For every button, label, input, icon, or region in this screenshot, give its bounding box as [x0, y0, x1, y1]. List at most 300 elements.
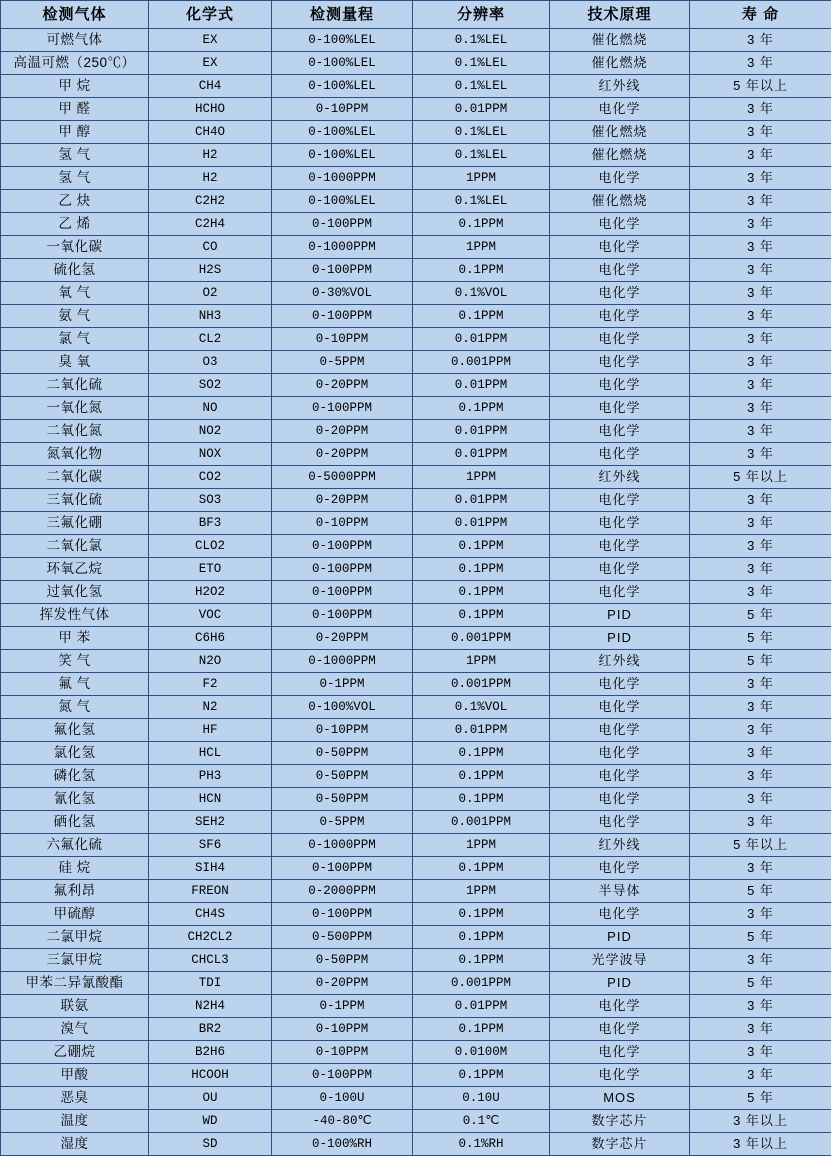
cell-chemical-formula: FREON — [149, 880, 272, 903]
cell-resolution: 0.1PPM — [413, 558, 550, 581]
cell-tech-principle: 电化学 — [550, 788, 690, 811]
cell-tech-principle: 电化学 — [550, 512, 690, 535]
cell-tech-principle: 电化学 — [550, 903, 690, 926]
table-row — [1, 719, 831, 742]
cell-gas-name: 氢 气 — [1, 167, 149, 190]
cell-chemical-formula: SF6 — [149, 834, 272, 857]
cell-tech-principle: 数字芯片 — [550, 1133, 690, 1156]
table-row — [1, 52, 831, 75]
cell-lifetime: 3 年 — [690, 719, 831, 742]
cell-lifetime: 3 年 — [690, 98, 831, 121]
table-row — [1, 673, 831, 696]
cell-lifetime: 5 年 — [690, 1087, 831, 1110]
table-row — [1, 581, 831, 604]
cell-resolution: 0.1%LEL — [413, 29, 550, 52]
cell-detection-range: 0-500PPM — [272, 926, 413, 949]
table-body — [1, 29, 831, 1156]
cell-gas-name: 温度 — [1, 1110, 149, 1133]
cell-resolution: 0.01PPM — [413, 512, 550, 535]
table-row — [1, 75, 831, 98]
cell-gas-name: 甲 醛 — [1, 98, 149, 121]
cell-tech-principle: 红外线 — [550, 834, 690, 857]
cell-detection-range: 0-1PPM — [272, 673, 413, 696]
cell-chemical-formula: PH3 — [149, 765, 272, 788]
cell-tech-principle: 电化学 — [550, 742, 690, 765]
cell-lifetime: 3 年 — [690, 374, 831, 397]
cell-gas-name: 一氧化碳 — [1, 236, 149, 259]
cell-lifetime: 3 年 — [690, 489, 831, 512]
cell-lifetime: 3 年 — [690, 857, 831, 880]
table-row — [1, 512, 831, 535]
table-row — [1, 834, 831, 857]
cell-lifetime: 3 年 — [690, 397, 831, 420]
cell-lifetime: 3 年 — [690, 328, 831, 351]
cell-gas-name: 氟利昂 — [1, 880, 149, 903]
table-row — [1, 1064, 831, 1087]
cell-resolution: 0.1PPM — [413, 604, 550, 627]
cell-lifetime: 3 年 — [690, 512, 831, 535]
cell-chemical-formula: N2O — [149, 650, 272, 673]
cell-gas-name: 甲 烷 — [1, 75, 149, 98]
cell-detection-range: 0-20PPM — [272, 972, 413, 995]
cell-lifetime: 3 年 — [690, 765, 831, 788]
cell-detection-range: 0-1000PPM — [272, 650, 413, 673]
cell-lifetime: 3 年 — [690, 558, 831, 581]
cell-gas-name: 二氧化氯 — [1, 535, 149, 558]
cell-detection-range: 0-20PPM — [272, 420, 413, 443]
cell-gas-name: 乙 炔 — [1, 190, 149, 213]
cell-gas-name: 硒化氢 — [1, 811, 149, 834]
cell-chemical-formula: HCHO — [149, 98, 272, 121]
table-row — [1, 903, 831, 926]
cell-tech-principle: 电化学 — [550, 167, 690, 190]
cell-chemical-formula: SIH4 — [149, 857, 272, 880]
cell-tech-principle: 电化学 — [550, 259, 690, 282]
cell-gas-name: 磷化氢 — [1, 765, 149, 788]
table-header-row — [1, 1, 831, 29]
cell-chemical-formula: WD — [149, 1110, 272, 1133]
cell-chemical-formula: CHCL3 — [149, 949, 272, 972]
cell-detection-range: 0-1PPM — [272, 995, 413, 1018]
cell-gas-name: 可燃气体 — [1, 29, 149, 52]
cell-lifetime: 3 年 — [690, 305, 831, 328]
cell-gas-name: 过氧化氢 — [1, 581, 149, 604]
cell-chemical-formula: TDI — [149, 972, 272, 995]
cell-detection-range: 0-100%LEL — [272, 190, 413, 213]
cell-resolution: 0.1%RH — [413, 1133, 550, 1156]
cell-gas-name: 环氧乙烷 — [1, 558, 149, 581]
cell-tech-principle: 红外线 — [550, 75, 690, 98]
table-row — [1, 121, 831, 144]
cell-resolution: 0.01PPM — [413, 374, 550, 397]
column-header-principle: 技术原理 — [550, 1, 690, 29]
cell-chemical-formula: NOX — [149, 443, 272, 466]
cell-gas-name: 氧 气 — [1, 282, 149, 305]
cell-tech-principle: 电化学 — [550, 811, 690, 834]
cell-gas-name: 挥发性气体 — [1, 604, 149, 627]
cell-chemical-formula: BF3 — [149, 512, 272, 535]
cell-tech-principle: 催化燃烧 — [550, 144, 690, 167]
cell-lifetime: 3 年 — [690, 121, 831, 144]
cell-lifetime: 3 年 — [690, 788, 831, 811]
cell-chemical-formula: B2H6 — [149, 1041, 272, 1064]
table-row — [1, 926, 831, 949]
cell-gas-name: 氟化氢 — [1, 719, 149, 742]
cell-lifetime: 3 年 — [690, 995, 831, 1018]
table-row — [1, 1018, 831, 1041]
cell-tech-principle: PID — [550, 604, 690, 627]
cell-gas-name: 笑 气 — [1, 650, 149, 673]
table-row — [1, 650, 831, 673]
cell-tech-principle: PID — [550, 926, 690, 949]
cell-resolution: 0.01PPM — [413, 328, 550, 351]
cell-chemical-formula: N2 — [149, 696, 272, 719]
cell-lifetime: 3 年 — [690, 1064, 831, 1087]
table-row — [1, 627, 831, 650]
cell-tech-principle: 催化燃烧 — [550, 29, 690, 52]
table-row — [1, 328, 831, 351]
table-row — [1, 1087, 831, 1110]
cell-detection-range: 0-100%LEL — [272, 144, 413, 167]
cell-tech-principle: 电化学 — [550, 719, 690, 742]
cell-tech-principle: PID — [550, 972, 690, 995]
cell-resolution: 0.01PPM — [413, 719, 550, 742]
cell-resolution: 0.10U — [413, 1087, 550, 1110]
cell-tech-principle: 催化燃烧 — [550, 121, 690, 144]
cell-resolution: 0.01PPM — [413, 995, 550, 1018]
cell-chemical-formula: H2 — [149, 144, 272, 167]
cell-gas-name: 三氯甲烷 — [1, 949, 149, 972]
cell-chemical-formula: O2 — [149, 282, 272, 305]
table-row — [1, 29, 831, 52]
table-row — [1, 397, 831, 420]
cell-resolution: 0.1PPM — [413, 305, 550, 328]
cell-chemical-formula: CL2 — [149, 328, 272, 351]
cell-lifetime: 3 年 — [690, 742, 831, 765]
cell-chemical-formula: CH4 — [149, 75, 272, 98]
table-row — [1, 972, 831, 995]
cell-tech-principle: 电化学 — [550, 558, 690, 581]
table-row — [1, 282, 831, 305]
cell-detection-range: 0-5PPM — [272, 811, 413, 834]
cell-gas-name: 二氯甲烷 — [1, 926, 149, 949]
cell-lifetime: 5 年 — [690, 972, 831, 995]
cell-gas-name: 高温可燃（250℃） — [1, 52, 149, 75]
cell-tech-principle: 电化学 — [550, 581, 690, 604]
cell-tech-principle: 数字芯片 — [550, 1110, 690, 1133]
table-row — [1, 1041, 831, 1064]
cell-tech-principle: 电化学 — [550, 535, 690, 558]
cell-resolution: 0.1%LEL — [413, 52, 550, 75]
cell-detection-range: 0-100PPM — [272, 903, 413, 926]
table-row — [1, 374, 831, 397]
cell-detection-range: 0-100%LEL — [272, 52, 413, 75]
cell-lifetime: 3 年 — [690, 29, 831, 52]
table-row — [1, 857, 831, 880]
cell-resolution: 0.0100M — [413, 1041, 550, 1064]
cell-gas-name: 乙硼烷 — [1, 1041, 149, 1064]
cell-lifetime: 3 年 — [690, 259, 831, 282]
cell-lifetime: 3 年 — [690, 236, 831, 259]
cell-tech-principle: 电化学 — [550, 282, 690, 305]
cell-lifetime: 5 年 — [690, 926, 831, 949]
cell-lifetime: 3 年 — [690, 420, 831, 443]
cell-gas-name: 三氧化硫 — [1, 489, 149, 512]
cell-tech-principle: 电化学 — [550, 995, 690, 1018]
cell-resolution: 0.01PPM — [413, 98, 550, 121]
cell-tech-principle: MOS — [550, 1087, 690, 1110]
cell-gas-name: 一氧化氮 — [1, 397, 149, 420]
cell-resolution: 0.1PPM — [413, 581, 550, 604]
cell-chemical-formula: H2O2 — [149, 581, 272, 604]
cell-gas-name: 溴气 — [1, 1018, 149, 1041]
table-row — [1, 765, 831, 788]
cell-detection-range: 0-30%VOL — [272, 282, 413, 305]
cell-lifetime: 5 年以上 — [690, 834, 831, 857]
cell-lifetime: 3 年 — [690, 903, 831, 926]
cell-gas-name: 甲苯二异氰酸酯 — [1, 972, 149, 995]
table-row — [1, 466, 831, 489]
cell-resolution: 0.1PPM — [413, 926, 550, 949]
cell-resolution: 1PPM — [413, 466, 550, 489]
cell-detection-range: 0-50PPM — [272, 788, 413, 811]
table-row — [1, 443, 831, 466]
cell-resolution: 0.1PPM — [413, 1064, 550, 1087]
cell-gas-name: 恶臭 — [1, 1087, 149, 1110]
cell-resolution: 0.1PPM — [413, 213, 550, 236]
cell-chemical-formula: NO — [149, 397, 272, 420]
cell-tech-principle: 电化学 — [550, 374, 690, 397]
cell-tech-principle: 电化学 — [550, 857, 690, 880]
cell-resolution: 0.1PPM — [413, 857, 550, 880]
cell-chemical-formula: CO2 — [149, 466, 272, 489]
cell-detection-range: 0-100PPM — [272, 604, 413, 627]
cell-resolution: 0.1%LEL — [413, 75, 550, 98]
cell-detection-range: 0-5PPM — [272, 351, 413, 374]
cell-tech-principle: 电化学 — [550, 98, 690, 121]
cell-lifetime: 3 年 — [690, 52, 831, 75]
cell-resolution: 0.001PPM — [413, 972, 550, 995]
table-row — [1, 880, 831, 903]
cell-resolution: 0.1%LEL — [413, 121, 550, 144]
cell-gas-name: 乙 烯 — [1, 213, 149, 236]
table-row — [1, 535, 831, 558]
cell-detection-range: 0-100PPM — [272, 259, 413, 282]
cell-tech-principle: 电化学 — [550, 489, 690, 512]
cell-resolution: 1PPM — [413, 880, 550, 903]
cell-chemical-formula: NO2 — [149, 420, 272, 443]
cell-gas-name: 氯化氢 — [1, 742, 149, 765]
table-row — [1, 558, 831, 581]
cell-tech-principle: 电化学 — [550, 328, 690, 351]
cell-lifetime: 3 年 — [690, 581, 831, 604]
cell-gas-name: 甲硫醇 — [1, 903, 149, 926]
cell-chemical-formula: EX — [149, 52, 272, 75]
cell-resolution: 0.1℃ — [413, 1110, 550, 1133]
cell-chemical-formula: CO — [149, 236, 272, 259]
table-row — [1, 696, 831, 719]
cell-detection-range: 0-100PPM — [272, 857, 413, 880]
cell-detection-range: 0-100PPM — [272, 535, 413, 558]
cell-detection-range: 0-10PPM — [272, 512, 413, 535]
table-header — [1, 1, 831, 29]
table-row — [1, 742, 831, 765]
cell-tech-principle: 电化学 — [550, 236, 690, 259]
cell-gas-name: 氟 气 — [1, 673, 149, 696]
cell-lifetime: 5 年以上 — [690, 466, 831, 489]
cell-lifetime: 3 年 — [690, 811, 831, 834]
cell-resolution: 0.1PPM — [413, 788, 550, 811]
cell-resolution: 0.1%VOL — [413, 696, 550, 719]
cell-detection-range: 0-100U — [272, 1087, 413, 1110]
cell-chemical-formula: CH4S — [149, 903, 272, 926]
cell-resolution: 1PPM — [413, 236, 550, 259]
cell-detection-range: 0-100PPM — [272, 213, 413, 236]
table-row — [1, 144, 831, 167]
cell-chemical-formula: SEH2 — [149, 811, 272, 834]
cell-gas-name: 氯 气 — [1, 328, 149, 351]
cell-lifetime: 5 年以上 — [690, 75, 831, 98]
cell-chemical-formula: H2S — [149, 259, 272, 282]
cell-gas-name: 甲酸 — [1, 1064, 149, 1087]
table-row — [1, 420, 831, 443]
table-row — [1, 489, 831, 512]
table-row — [1, 1133, 831, 1156]
table-row — [1, 259, 831, 282]
cell-gas-name: 甲 醇 — [1, 121, 149, 144]
cell-detection-range: 0-1000PPM — [272, 834, 413, 857]
cell-detection-range: 0-100PPM — [272, 1064, 413, 1087]
cell-detection-range: 0-100PPM — [272, 581, 413, 604]
cell-lifetime: 3 年 — [690, 351, 831, 374]
cell-gas-name: 联氨 — [1, 995, 149, 1018]
cell-detection-range: 0-20PPM — [272, 489, 413, 512]
cell-resolution: 0.1PPM — [413, 742, 550, 765]
cell-tech-principle: 催化燃烧 — [550, 190, 690, 213]
cell-tech-principle: 电化学 — [550, 1041, 690, 1064]
cell-detection-range: 0-5000PPM — [272, 466, 413, 489]
column-header-resolution: 分辨率 — [413, 1, 550, 29]
cell-lifetime: 3 年 — [690, 167, 831, 190]
cell-gas-name: 湿度 — [1, 1133, 149, 1156]
cell-gas-name: 臭 氧 — [1, 351, 149, 374]
cell-gas-name: 氨 气 — [1, 305, 149, 328]
cell-gas-name: 甲 苯 — [1, 627, 149, 650]
table-row — [1, 604, 831, 627]
cell-chemical-formula: N2H4 — [149, 995, 272, 1018]
table-row — [1, 213, 831, 236]
cell-detection-range: 0-100%LEL — [272, 29, 413, 52]
cell-chemical-formula: C2H2 — [149, 190, 272, 213]
cell-chemical-formula: H2 — [149, 167, 272, 190]
cell-resolution: 0.001PPM — [413, 351, 550, 374]
cell-tech-principle: 电化学 — [550, 765, 690, 788]
cell-lifetime: 3 年 — [690, 535, 831, 558]
cell-tech-principle: PID — [550, 627, 690, 650]
cell-tech-principle: 光学波导 — [550, 949, 690, 972]
cell-lifetime: 3 年 — [690, 190, 831, 213]
cell-detection-range: 0-20PPM — [272, 443, 413, 466]
cell-tech-principle: 催化燃烧 — [550, 52, 690, 75]
cell-tech-principle: 电化学 — [550, 420, 690, 443]
cell-lifetime: 3 年 — [690, 1018, 831, 1041]
cell-tech-principle: 电化学 — [550, 443, 690, 466]
cell-detection-range: 0-10PPM — [272, 1041, 413, 1064]
cell-chemical-formula: OU — [149, 1087, 272, 1110]
cell-chemical-formula: SO2 — [149, 374, 272, 397]
cell-lifetime: 3 年 — [690, 213, 831, 236]
cell-chemical-formula: HCN — [149, 788, 272, 811]
cell-gas-name: 二氧化硫 — [1, 374, 149, 397]
cell-resolution: 0.1%LEL — [413, 144, 550, 167]
cell-detection-range: 0-1000PPM — [272, 167, 413, 190]
cell-tech-principle: 电化学 — [550, 305, 690, 328]
cell-detection-range: 0-50PPM — [272, 765, 413, 788]
cell-resolution: 0.001PPM — [413, 811, 550, 834]
column-header-formula: 化学式 — [149, 1, 272, 29]
cell-resolution: 0.1%LEL — [413, 190, 550, 213]
cell-lifetime: 3 年以上 — [690, 1110, 831, 1133]
cell-tech-principle: 电化学 — [550, 213, 690, 236]
cell-resolution: 0.1PPM — [413, 1018, 550, 1041]
cell-detection-range: 0-2000PPM — [272, 880, 413, 903]
cell-gas-name: 氰化氢 — [1, 788, 149, 811]
cell-detection-range: 0-10PPM — [272, 328, 413, 351]
cell-chemical-formula: NH3 — [149, 305, 272, 328]
cell-lifetime: 3 年 — [690, 949, 831, 972]
cell-chemical-formula: HF — [149, 719, 272, 742]
cell-tech-principle: 红外线 — [550, 466, 690, 489]
table-row — [1, 811, 831, 834]
table-row — [1, 1110, 831, 1133]
cell-chemical-formula: HCL — [149, 742, 272, 765]
table-row — [1, 351, 831, 374]
cell-gas-name: 二氧化氮 — [1, 420, 149, 443]
table-row — [1, 949, 831, 972]
cell-lifetime: 3 年 — [690, 1041, 831, 1064]
cell-detection-range: 0-10PPM — [272, 719, 413, 742]
cell-chemical-formula: EX — [149, 29, 272, 52]
cell-resolution: 0.1PPM — [413, 949, 550, 972]
table-row — [1, 788, 831, 811]
cell-gas-name: 氢 气 — [1, 144, 149, 167]
table-row — [1, 167, 831, 190]
cell-chemical-formula: SO3 — [149, 489, 272, 512]
cell-lifetime: 5 年 — [690, 650, 831, 673]
cell-tech-principle: 电化学 — [550, 351, 690, 374]
column-header-range: 检测量程 — [272, 1, 413, 29]
cell-lifetime: 5 年 — [690, 880, 831, 903]
cell-detection-range: 0-100%VOL — [272, 696, 413, 719]
cell-detection-range: 0-10PPM — [272, 98, 413, 121]
column-header-gas: 检测气体 — [1, 1, 149, 29]
cell-resolution: 0.001PPM — [413, 673, 550, 696]
cell-gas-name: 二氧化碳 — [1, 466, 149, 489]
cell-lifetime: 3 年以上 — [690, 1133, 831, 1156]
cell-resolution: 0.01PPM — [413, 489, 550, 512]
cell-resolution: 1PPM — [413, 167, 550, 190]
cell-detection-range: 0-1000PPM — [272, 236, 413, 259]
cell-chemical-formula: SD — [149, 1133, 272, 1156]
cell-tech-principle: 电化学 — [550, 1064, 690, 1087]
cell-chemical-formula: ETO — [149, 558, 272, 581]
cell-lifetime: 5 年 — [690, 604, 831, 627]
cell-detection-range: 0-10PPM — [272, 1018, 413, 1041]
cell-lifetime: 3 年 — [690, 443, 831, 466]
cell-resolution: 0.01PPM — [413, 443, 550, 466]
cell-gas-name: 氮氧化物 — [1, 443, 149, 466]
cell-resolution: 1PPM — [413, 650, 550, 673]
